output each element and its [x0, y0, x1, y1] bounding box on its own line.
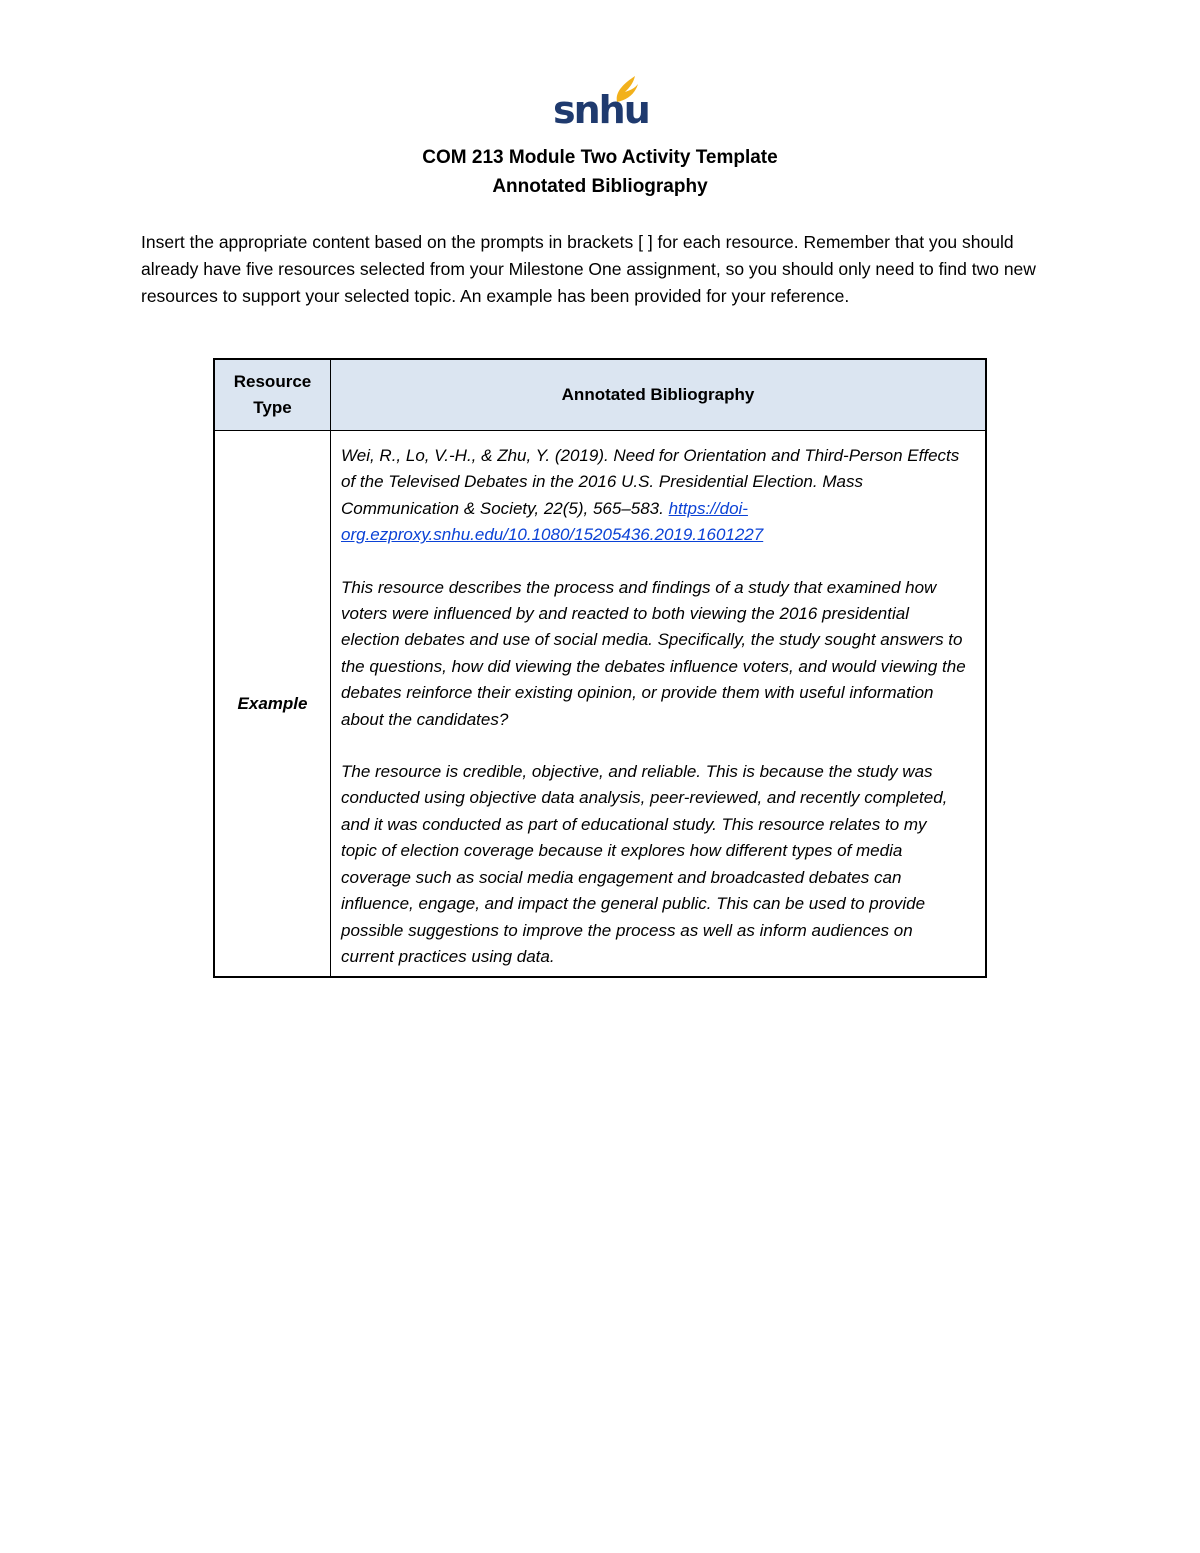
intro-paragraph: Insert the appropriate content based on the prompts in brackets [ ] for each resource. Remember that you should already have five resources selected from your Milestone One assignment, so you should only need to find two new resources to support your selected topic. An example has been provided for your reference. [141, 232, 1036, 306]
page-subtitle: Annotated Bibliography [492, 176, 708, 197]
table-header-row [214, 359, 986, 431]
page-title: COM 213 Module Two Activity Template [422, 147, 778, 168]
row-content [331, 431, 987, 978]
doi-link[interactable]: https://doi-org.ezproxy.snhu.edu/10.1080/15205436.2019.1601227 [341, 498, 764, 545]
header-resource-type: Resource Type [214, 359, 331, 431]
bibliography-table [213, 358, 987, 978]
logo-wordmark: snhu [553, 88, 649, 132]
summary-paragraph: This resource describes the process and findings of a study that examined how voters were influenced by and reacted to both viewing the 2016 presidential election debates and use of social media. Specifically, the study sought answers to the questions, how did viewing the debates influence voters, and would viewing the debates reinforce their existing opinion, or provide them with useful information about the candidates? [341, 577, 966, 729]
citation-text: Wei, R., Lo, V.-H., & Zhu, Y. (2019). Need for Orientation and Third-Person Effects of the Televised Debates in the 2016 U.S. Presidential Election. Mass Communication & Society, 22(5), 565–583. [341, 446, 960, 518]
citation [341, 443, 967, 549]
row-label: Example [214, 431, 331, 978]
evaluation-paragraph: The resource is credible, objective, and reliable. This is because the study was conducted using objective data analysis, peer-reviewed, and recently completed, and it was conducted as part of educational study. This resource relates to my topic of election coverage because it explores how different types of media coverage such as social media engagement and broadcasted debates can influence, engage, and impact the general public. This can be used to provide possible suggestions to improve the process as well as inform audiences on current practices using data. [341, 762, 948, 966]
table-row [214, 431, 986, 978]
snhu-logo [553, 74, 649, 132]
header-annotated-bibliography: Annotated Bibliography [331, 359, 987, 431]
